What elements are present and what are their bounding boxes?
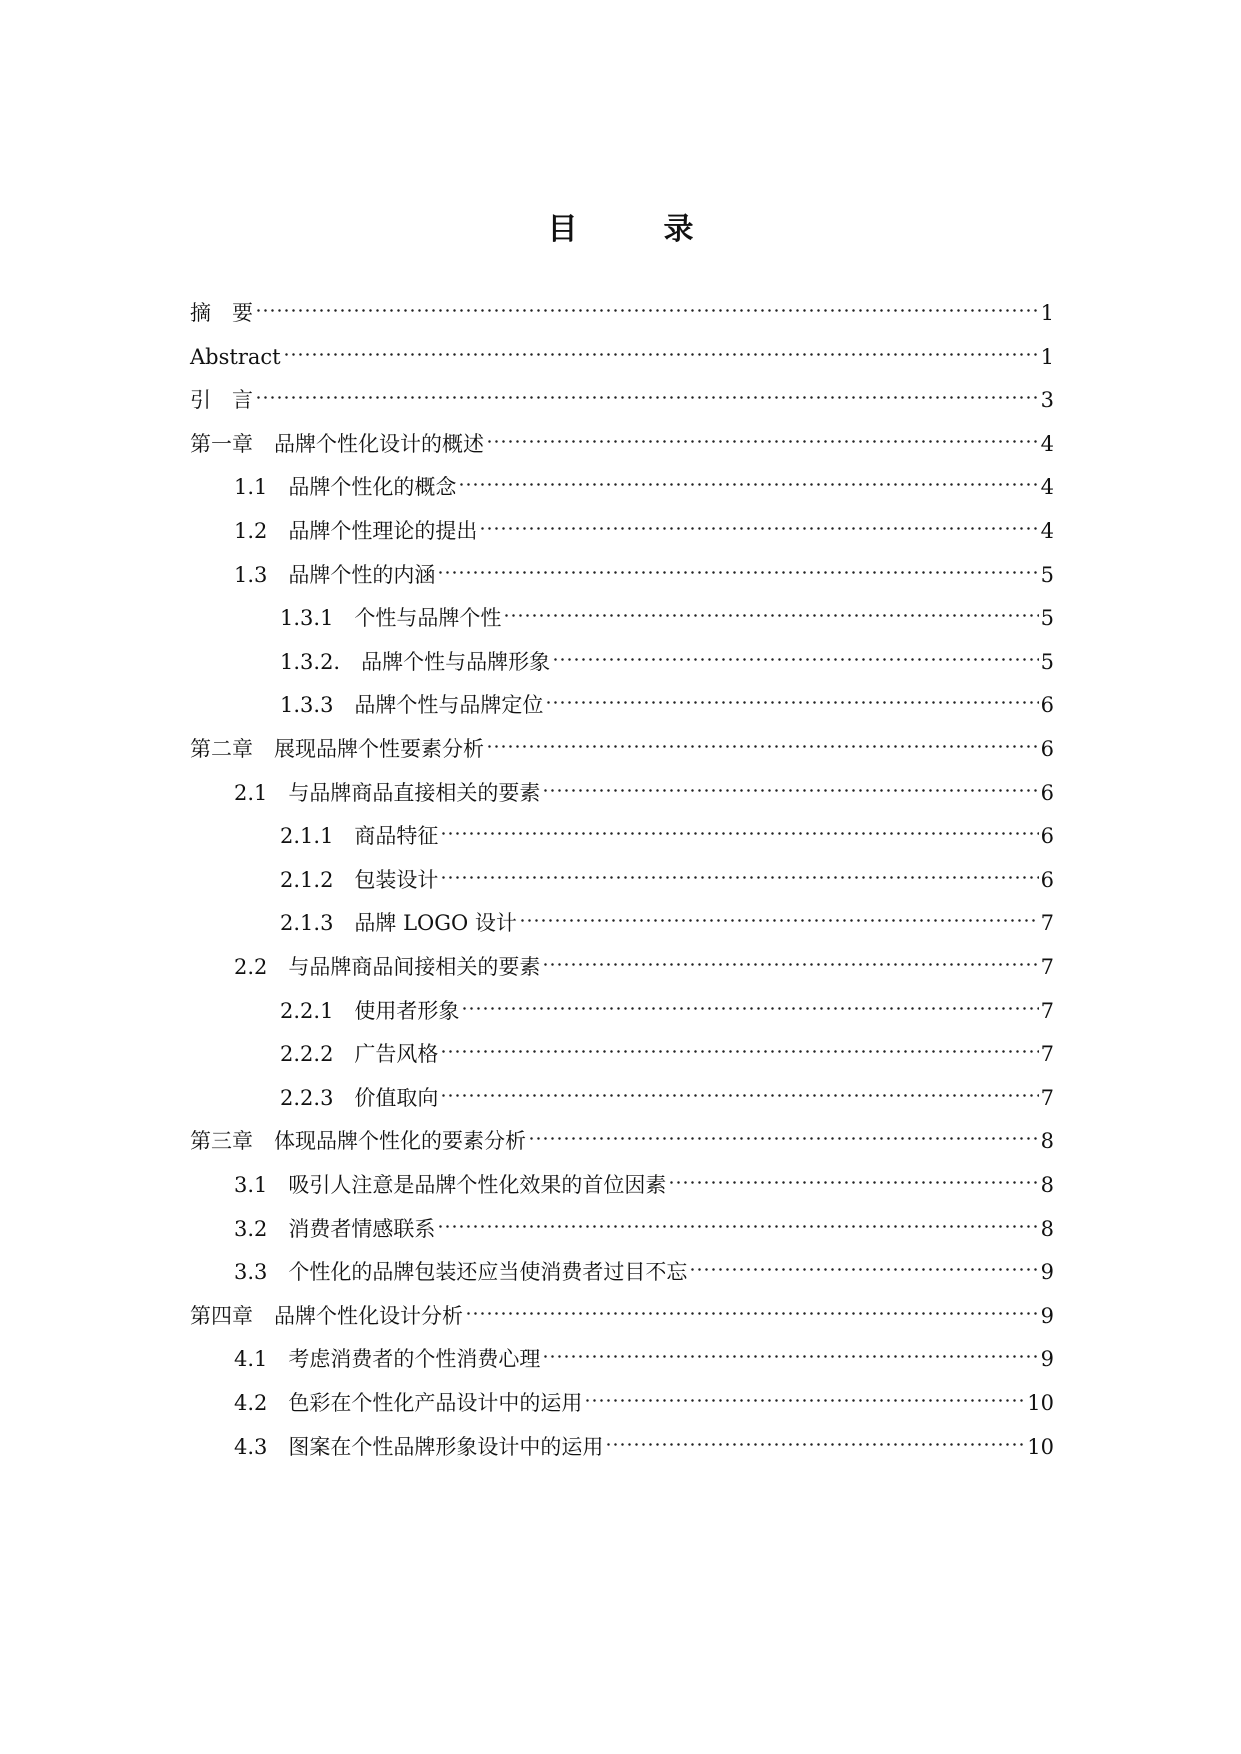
toc-entry-label: 3.2 消费者情感联系 (234, 1216, 436, 1241)
toc-entry[interactable] (190, 1116, 1054, 1154)
toc-entry-label: 第四章 品牌个性化设计分析 (190, 1303, 463, 1328)
toc-entry-label: 2.2.1 使用者形象 (280, 998, 460, 1023)
toc-entry[interactable] (280, 637, 1054, 674)
toc-entry-page-number: 7 (1040, 998, 1054, 1023)
toc-entry[interactable] (190, 1291, 1054, 1328)
toc-entry-page-number: 7 (1040, 1042, 1054, 1067)
toc-entry-page-number: 4 (1040, 519, 1054, 543)
toc-entry[interactable] (234, 1247, 1054, 1285)
toc-entry-label: 第三章 体现品牌个性化的要素分析 (190, 1129, 526, 1154)
toc-entry-label: 1.3.3 品牌个性与品牌定位 (280, 693, 544, 718)
toc-entry-label: 4.1 考虑消费者的个性消费心理 (234, 1347, 541, 1372)
toc-entry[interactable] (190, 724, 1054, 761)
toc-entry-page-number: 7 (1040, 955, 1054, 979)
toc-dot-leader (542, 768, 1038, 800)
toc-entry[interactable] (234, 942, 1054, 979)
toc-entry[interactable] (234, 1422, 1054, 1459)
toc-dot-leader (255, 288, 1039, 320)
toc-entry[interactable] (280, 811, 1054, 849)
toc-entry-label: 4.3 图案在个性品牌形象设计中的运用 (234, 1434, 604, 1459)
toc-entry-page-number: 7 (1040, 1085, 1054, 1110)
toc-entry-page-number: 6 (1040, 737, 1054, 761)
toc-entry-page-number: 4 (1040, 475, 1054, 500)
toc-dot-leader (503, 593, 1038, 625)
toc-dot-leader (545, 680, 1038, 712)
toc-dot-leader (465, 1291, 1039, 1323)
toc-dot-leader (542, 1334, 1038, 1366)
toc-entry-label: 摘 要 (190, 301, 253, 325)
toc-dot-leader (440, 1029, 1038, 1061)
toc-entry[interactable] (190, 332, 1054, 369)
toc-entry-page-number: 4 (1040, 431, 1054, 456)
toc-entry-label: 第一章 品牌个性化设计的概述 (190, 431, 484, 456)
toc-entry-label: 1.1 品牌个性化的概念 (234, 475, 457, 500)
toc-entry-page-number: 6 (1040, 693, 1054, 718)
toc-entry-label: 2.2.3 价值取向 (280, 1085, 439, 1110)
toc-dot-leader (440, 855, 1038, 887)
toc-dot-leader (440, 1073, 1038, 1105)
toc-dot-leader (458, 462, 1038, 494)
toc-entry-label: 1.3 品牌个性的内涵 (234, 562, 436, 587)
toc-entry-page-number: 3 (1040, 388, 1054, 413)
toc-dot-leader (486, 724, 1039, 756)
toc-entry-page-number: 5 (1040, 606, 1054, 631)
toc-entry-page-number: 8 (1040, 1173, 1054, 1197)
toc-entry-label: 2.2 与品牌商品间接相关的要素 (234, 955, 541, 979)
toc-entry-page-number: 10 (1027, 1434, 1054, 1459)
toc-entry[interactable] (234, 1334, 1054, 1372)
toc-entry[interactable] (190, 419, 1054, 456)
toc-entry-label: 1.2 品牌个性理论的提出 (234, 519, 478, 543)
toc-dot-leader (519, 898, 1039, 930)
toc-entry-page-number: 1 (1040, 301, 1054, 325)
toc-entry[interactable] (280, 593, 1054, 631)
toc-entry[interactable] (190, 288, 1054, 325)
toc-entry-page-number: 9 (1040, 1303, 1054, 1328)
toc-dot-leader (283, 332, 1039, 364)
toc-entry[interactable] (280, 1073, 1054, 1110)
toc-dot-leader (440, 811, 1038, 843)
toc-entry-page-number: 8 (1040, 1216, 1054, 1241)
toc-entry[interactable] (234, 550, 1054, 587)
toc-entry-label: 引 言 (190, 388, 253, 413)
toc-dot-leader (437, 1204, 1038, 1236)
toc-dot-leader (486, 419, 1039, 451)
toc-entry[interactable] (280, 855, 1054, 892)
toc-dot-leader (689, 1247, 1038, 1279)
toc-entry[interactable] (280, 1029, 1054, 1067)
toc-entry[interactable] (234, 768, 1054, 805)
toc-entry[interactable] (234, 1378, 1054, 1415)
toc-entry[interactable] (234, 462, 1054, 500)
toc-entry[interactable] (280, 898, 1054, 936)
toc-entry[interactable] (280, 680, 1054, 718)
toc-entry-page-number: 8 (1040, 1129, 1054, 1154)
toc-entry-page-number: 6 (1040, 824, 1054, 849)
toc-dot-leader (528, 1116, 1039, 1148)
toc-dot-leader (542, 942, 1038, 974)
toc-entry-page-number: 5 (1040, 562, 1054, 587)
toc-entry-page-number: 6 (1040, 780, 1054, 805)
toc-dot-leader (668, 1160, 1038, 1192)
toc-entry-label: 1.3.2. 品牌个性与品牌形象 (280, 649, 551, 674)
toc-entry-label: 2.1.3 品牌 LOGO 设计 (280, 911, 517, 936)
toc-dot-leader (255, 375, 1039, 407)
toc-entry[interactable] (190, 375, 1054, 413)
toc-dot-leader (584, 1378, 1025, 1410)
toc-entry-page-number: 7 (1040, 911, 1054, 936)
toc-entry-label: 2.1.2 包装设计 (280, 867, 439, 892)
toc-entry-label: 2.1.1 商品特征 (280, 824, 439, 849)
toc-entry-label: 3.1 吸引人注意是品牌个性化效果的首位因素 (234, 1173, 667, 1197)
toc-entry-label: Abstract (190, 344, 281, 369)
toc-dot-leader (437, 550, 1038, 582)
toc-entry-page-number: 9 (1040, 1260, 1054, 1285)
toc-entry-page-number: 10 (1027, 1391, 1054, 1415)
toc-entry-label: 2.2.2 广告风格 (280, 1042, 439, 1067)
toc-dot-leader (461, 986, 1038, 1018)
toc-entry-page-number: 1 (1040, 344, 1054, 369)
toc-entry-page-number: 9 (1040, 1347, 1054, 1372)
toc-dot-leader (605, 1422, 1025, 1454)
toc-dot-leader (552, 637, 1039, 669)
toc-dot-leader (479, 506, 1038, 538)
toc-title: 目 录 (547, 212, 722, 247)
toc-entry[interactable] (280, 986, 1054, 1023)
toc-entry-page-number: 6 (1040, 867, 1054, 892)
toc-entry[interactable] (234, 506, 1054, 543)
toc-entry-label: 3.3 个性化的品牌包装还应当使消费者过目不忘 (234, 1260, 688, 1285)
toc-entry[interactable] (234, 1160, 1054, 1197)
toc-entry-label: 2.1 与品牌商品直接相关的要素 (234, 780, 541, 805)
toc-entry-label: 4.2 色彩在个性化产品设计中的运用 (234, 1391, 583, 1415)
toc-entry-label: 1.3.1 个性与品牌个性 (280, 606, 502, 631)
toc-entry[interactable] (234, 1204, 1054, 1241)
toc-entry-label: 第二章 展现品牌个性要素分析 (190, 737, 484, 761)
toc-entry-page-number: 5 (1040, 649, 1054, 674)
